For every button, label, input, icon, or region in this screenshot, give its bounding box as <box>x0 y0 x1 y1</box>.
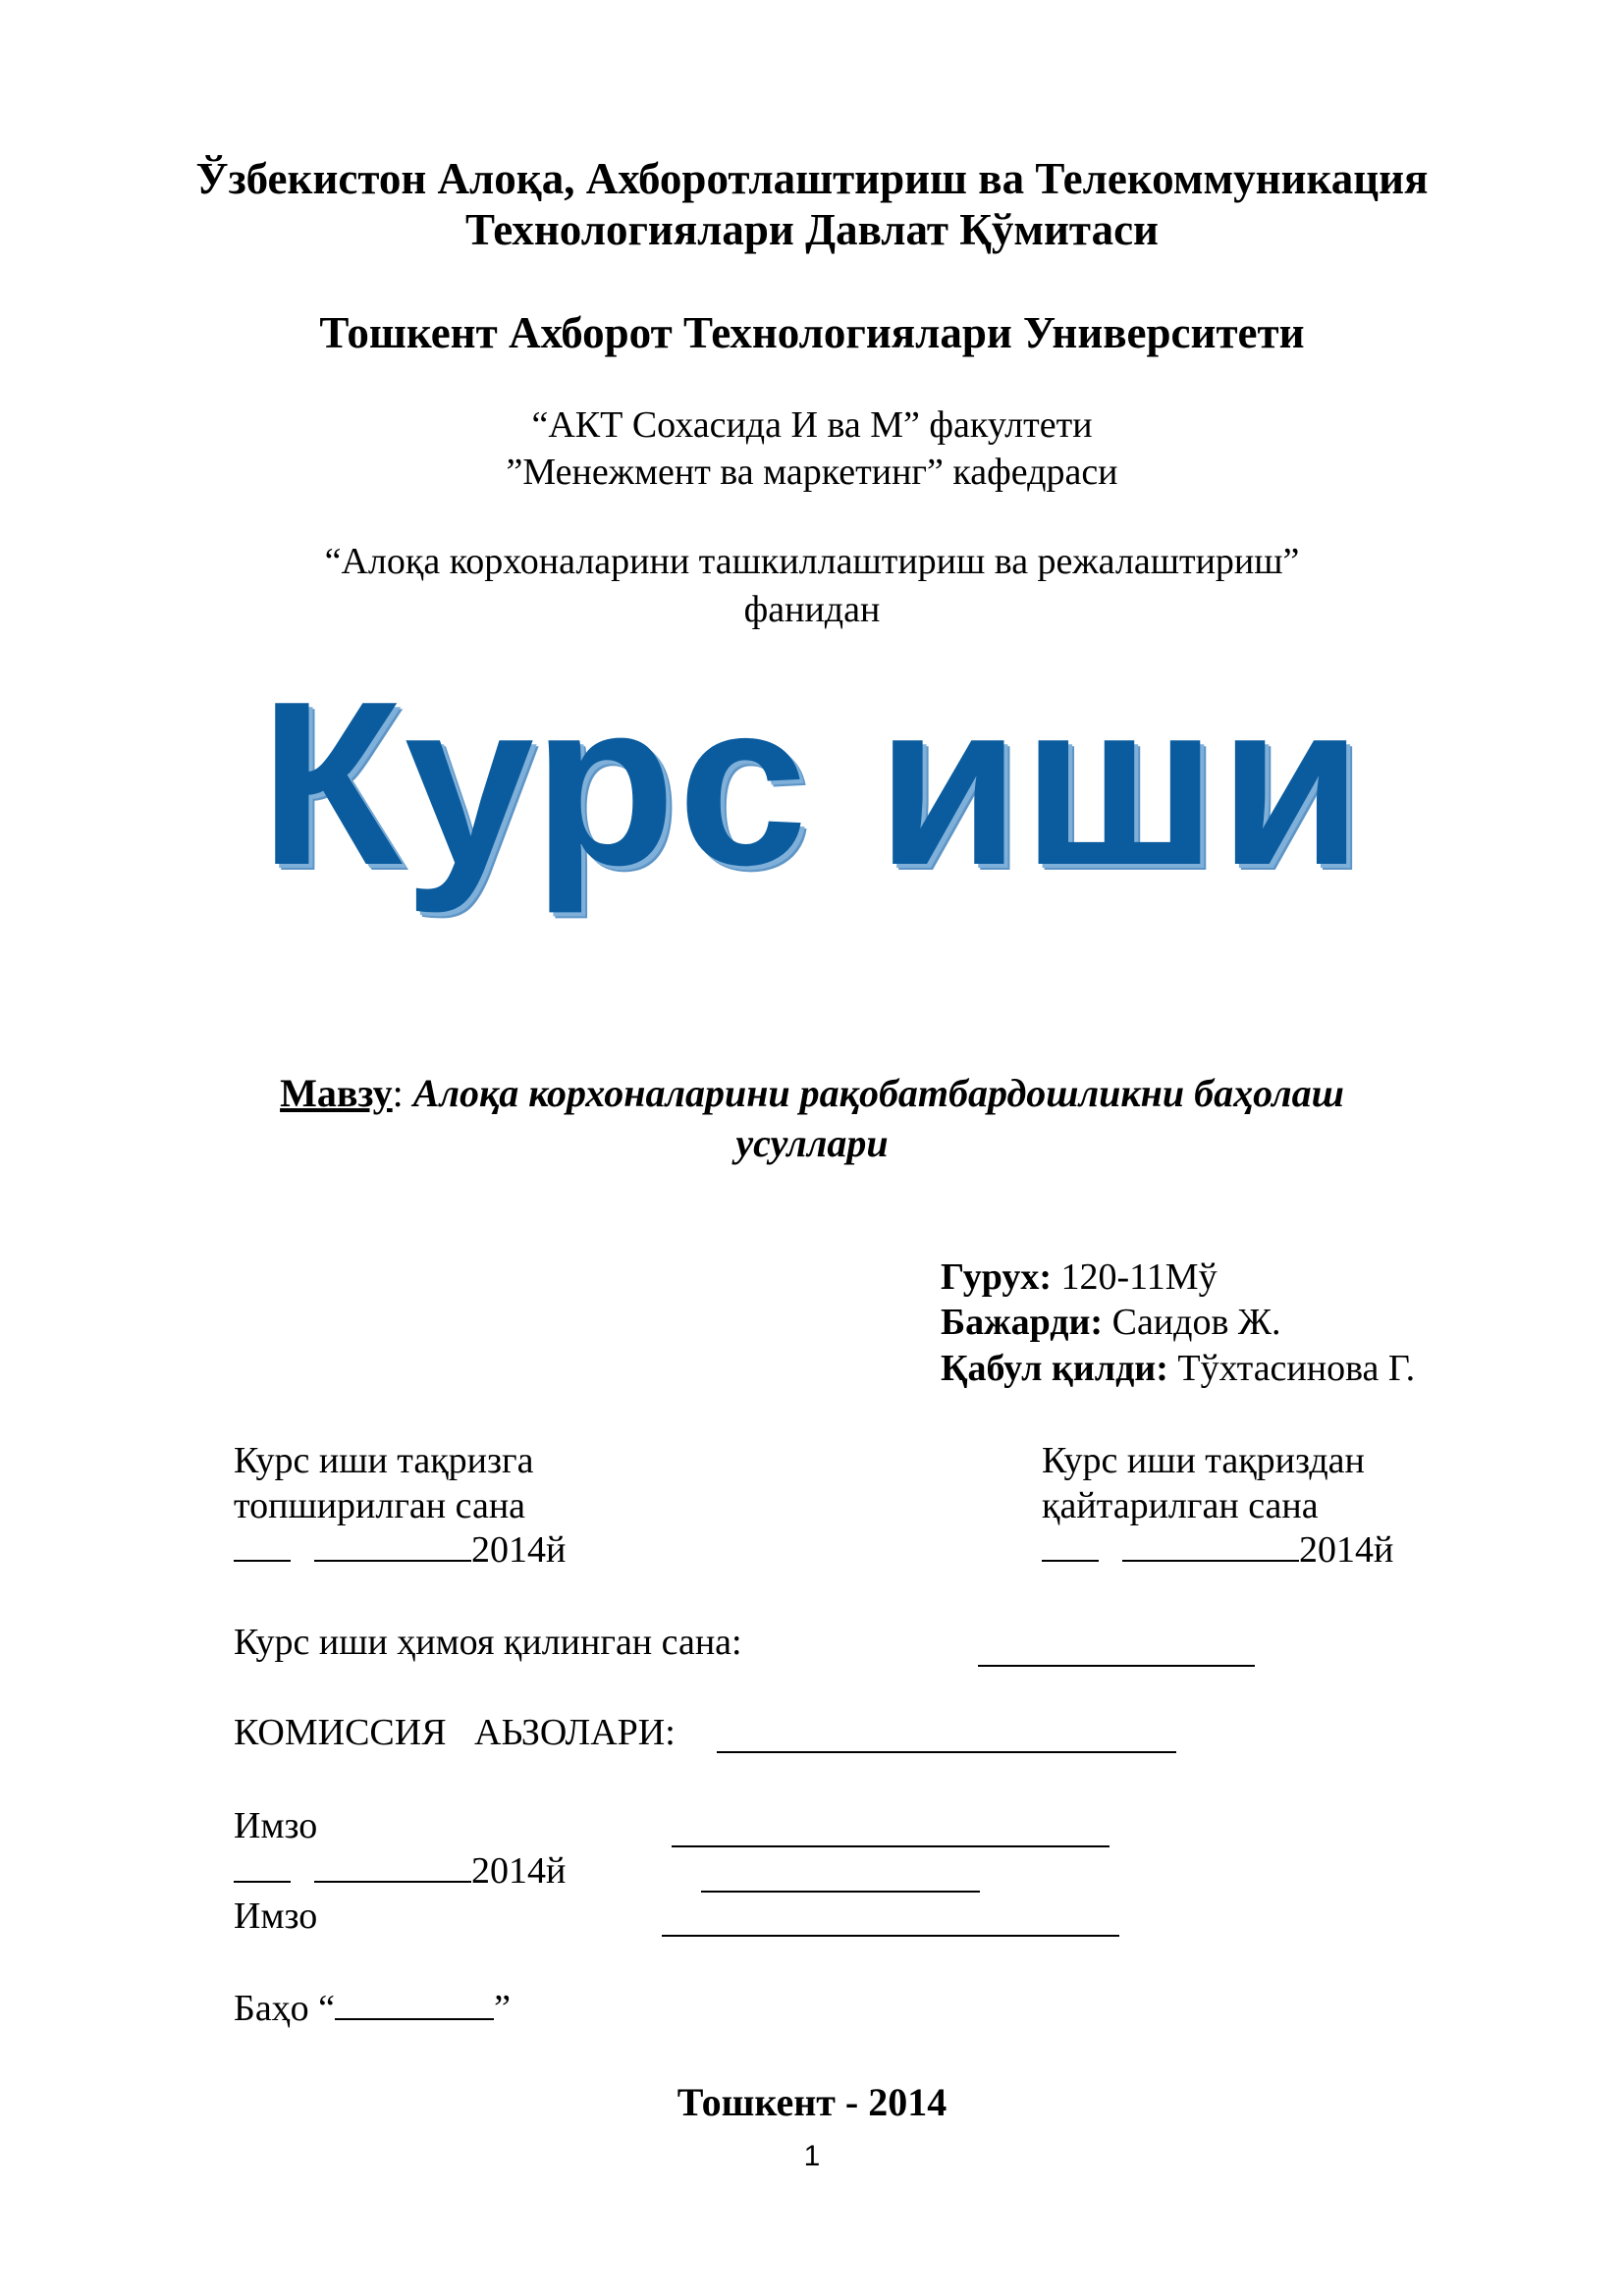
faculty-name: “АКТ Сохасида И ва М” факултети <box>531 404 1093 446</box>
topic-line-1 <box>0 1070 1624 1116</box>
commission-date-row <box>234 1849 566 1893</box>
defense-date-label: Курс иши ҳимоя қилинган сана: <box>234 1622 742 1663</box>
returned-year: 2014й <box>1299 1529 1394 1571</box>
done-row <box>941 1301 1280 1344</box>
commission-blank[interactable] <box>717 1751 1176 1753</box>
topic-text-1: Алоқа корхоналарини рақобатбардошликни баҳолаш <box>403 1071 1344 1115</box>
topic-label: Мавзу <box>280 1071 393 1115</box>
month-blank[interactable] <box>314 1880 471 1883</box>
subject-line-2: фанидан <box>743 589 881 630</box>
course-work-title: Курс иши <box>259 654 1365 914</box>
grade-close-quote: ” <box>494 1988 511 2029</box>
topic-line-2: усуллари <box>735 1121 889 1165</box>
city-year: Тошкент - 2014 <box>677 2080 947 2124</box>
department-name: ”Менежмент ва маркетинг” кафедраси <box>506 452 1118 493</box>
page-number: 1 <box>803 2140 821 2172</box>
university-name: Тошкент Ахборот Технологиялари Университети <box>319 308 1305 357</box>
done-value: Саидов Ж. <box>1103 1302 1281 1343</box>
commission-label: КОМИССИЯ АЬЗОЛАРИ: <box>234 1712 676 1753</box>
ministry-line-2: Технологиялари Давлат Қўмитаси <box>465 205 1159 254</box>
grade-label: Баҳо “ <box>234 1988 336 2029</box>
returned-line-1: Курс иши тақриздан <box>1042 1440 1365 1481</box>
submitted-line-2: топширилган сана <box>234 1485 526 1526</box>
signature-blank-1[interactable] <box>672 1845 1110 1847</box>
topic-colon: : <box>392 1071 404 1115</box>
subject-line-1: “Алоқа корхоналарини ташкиллаштириш ва режалаштириш” <box>324 541 1300 582</box>
accepted-value: Тўхтасинова Г. <box>1167 1348 1416 1389</box>
month-blank[interactable] <box>1122 1559 1299 1562</box>
submitted-line-1: Курс иши тақризга <box>234 1440 534 1481</box>
group-row <box>941 1255 1218 1299</box>
ministry-line-1: Ўзбекистон Алоқа, Ахборотлаштириш ва Телекоммуникация <box>195 154 1429 203</box>
day-blank[interactable] <box>234 1880 291 1883</box>
grade-row <box>234 1987 511 2030</box>
done-label: Бажарди: <box>941 1302 1104 1343</box>
accepted-label: Қабул қилди: <box>941 1348 1168 1389</box>
grade-blank[interactable] <box>335 2017 494 2020</box>
month-blank[interactable] <box>314 1559 471 1562</box>
group-label: Гурух: <box>941 1256 1053 1298</box>
signature-blank-2[interactable] <box>662 1935 1119 1937</box>
signature-label-2: Имзо <box>234 1896 318 1937</box>
submitted-year: 2014й <box>471 1529 567 1571</box>
returned-date-row <box>1042 1528 1393 1572</box>
defense-date-blank[interactable] <box>978 1665 1255 1667</box>
commission-year: 2014й <box>471 1850 567 1892</box>
group-value: 120-11Мў <box>1052 1256 1218 1298</box>
accepted-row <box>941 1347 1415 1390</box>
day-blank[interactable] <box>1042 1559 1099 1562</box>
submitted-date-row <box>234 1528 566 1572</box>
commission-date-blank[interactable] <box>701 1891 980 1893</box>
day-blank[interactable] <box>234 1559 291 1562</box>
returned-line-2: қайтарилган сана <box>1042 1485 1319 1526</box>
signature-label-1: Имзо <box>234 1805 318 1846</box>
